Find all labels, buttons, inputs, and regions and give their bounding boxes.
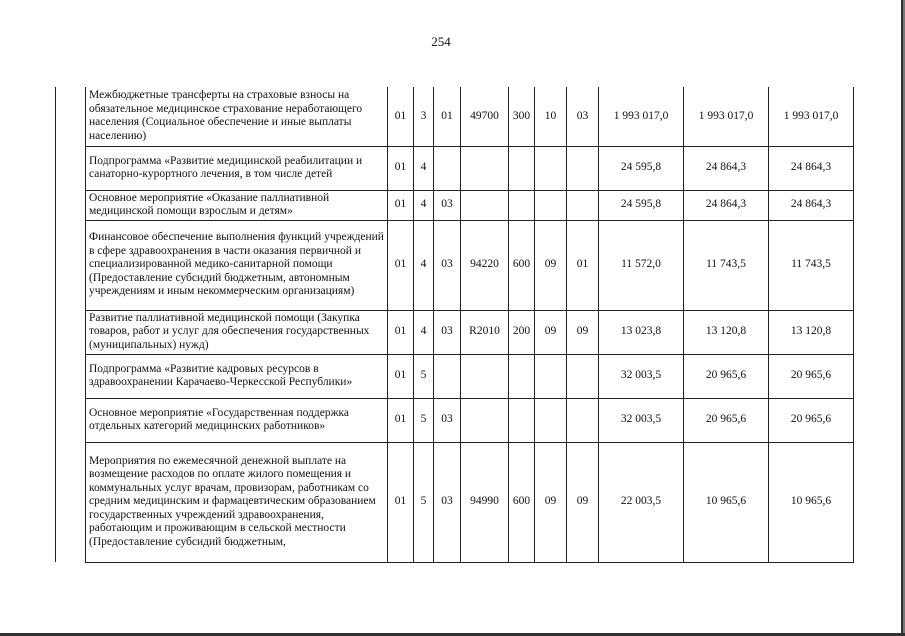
- table-row: [56, 220, 854, 310]
- code-cell: 01: [388, 310, 414, 354]
- table-row: [56, 354, 854, 398]
- amount-cell: 1 993 017,0: [769, 87, 854, 146]
- amount-cell: 20 965,6: [769, 398, 854, 442]
- row-name: Основное мероприятие «Оказание паллиативной медицинской помощи взрослым и детям»: [86, 190, 388, 220]
- code-cell: 03: [434, 220, 461, 310]
- amount-cell: 24 864,3: [684, 146, 769, 190]
- code-cell: [567, 398, 599, 442]
- table-row: [56, 190, 854, 220]
- amount-cell: 10 965,6: [684, 442, 769, 562]
- code-cell: 01: [434, 87, 461, 146]
- code-cell: 09: [567, 310, 599, 354]
- row-name: Подпрограмма «Развитие медицинской реабилитации и санаторно-курортного лечения, в том числе детей: [86, 146, 388, 190]
- row-name: Мероприятия по ежемесячной денежной выплате на возмещение расходов по оплате жилого помещения и коммунальных услуг врачам, провизорам, работникам со средним медицинским и фармацевтическим образованием государственных учреждений здравоохранения, работающим и проживающим в сельской местности (Предоставление субсидий бюджетным,: [86, 442, 388, 562]
- amount-cell: 20 965,6: [684, 354, 769, 398]
- index-cell: [56, 398, 86, 442]
- code-cell: 4: [414, 146, 434, 190]
- code-cell: [509, 146, 535, 190]
- table-row: [56, 398, 854, 442]
- code-cell: 5: [414, 398, 434, 442]
- code-cell: [535, 146, 567, 190]
- row-name: Финансовое обеспечение выполнения функций учреждений в сфере здравоохранения в части оказания первичной и специализированной медико-санитарной помощи (Предоставление субсидий бюджетным, автономным учреждениям и иным некоммерческим организациям): [86, 220, 388, 310]
- amount-cell: 1 993 017,0: [599, 87, 684, 146]
- code-cell: [461, 146, 509, 190]
- code-cell: 4: [414, 220, 434, 310]
- index-cell: [56, 146, 86, 190]
- code-cell: 09: [535, 442, 567, 562]
- code-cell: [567, 190, 599, 220]
- code-cell: 94220: [461, 220, 509, 310]
- code-cell: 01: [567, 220, 599, 310]
- index-cell: [56, 442, 86, 562]
- row-name: Развитие паллиативной медицинской помощи (Закупка товаров, работ и услуг для обеспечения государственных (муниципальных) нужд): [86, 310, 388, 354]
- code-cell: 01: [388, 220, 414, 310]
- code-cell: 300: [509, 87, 535, 146]
- page-number: 254: [431, 34, 451, 49]
- code-cell: [461, 190, 509, 220]
- code-cell: [434, 146, 461, 190]
- code-cell: 4: [414, 190, 434, 220]
- amount-cell: 20 965,6: [684, 398, 769, 442]
- amount-cell: 22 003,5: [599, 442, 684, 562]
- code-cell: 3: [414, 87, 434, 146]
- code-cell: [461, 354, 509, 398]
- index-cell: [56, 220, 86, 310]
- code-cell: R2010: [461, 310, 509, 354]
- budget-table-wrap: [55, 87, 854, 563]
- code-cell: 01: [388, 398, 414, 442]
- code-cell: [434, 354, 461, 398]
- amount-cell: 1 993 017,0: [684, 87, 769, 146]
- code-cell: 09: [535, 220, 567, 310]
- code-cell: 94990: [461, 442, 509, 562]
- code-cell: [567, 146, 599, 190]
- code-cell: 200: [509, 310, 535, 354]
- code-cell: 10: [535, 87, 567, 146]
- code-cell: 09: [567, 442, 599, 562]
- table-row: [56, 442, 854, 562]
- amount-cell: 11 743,5: [684, 220, 769, 310]
- code-cell: [535, 190, 567, 220]
- index-cell: [56, 190, 86, 220]
- amount-cell: 13 120,8: [769, 310, 854, 354]
- amount-cell: 10 965,6: [769, 442, 854, 562]
- amount-cell: 20 965,6: [769, 354, 854, 398]
- code-cell: 03: [434, 310, 461, 354]
- amount-cell: 32 003,5: [599, 354, 684, 398]
- budget-table: [55, 87, 854, 563]
- row-name: Межбюджетные трансферты на страховые взносы на обязательное медицинское страхование неработающего населения (Социальное обеспечение и иные выплаты населению): [86, 87, 388, 146]
- code-cell: 03: [567, 87, 599, 146]
- table-row: [56, 146, 854, 190]
- code-cell: 01: [388, 354, 414, 398]
- table-row: [56, 87, 854, 146]
- amount-cell: 24 864,3: [684, 190, 769, 220]
- code-cell: 03: [434, 442, 461, 562]
- amount-cell: 24 864,3: [769, 190, 854, 220]
- index-cell: [56, 310, 86, 354]
- code-cell: 5: [414, 442, 434, 562]
- code-cell: 01: [388, 190, 414, 220]
- amount-cell: 11 743,5: [769, 220, 854, 310]
- code-cell: 01: [388, 87, 414, 146]
- table-row: [56, 310, 854, 354]
- amount-cell: 13 120,8: [684, 310, 769, 354]
- code-cell: 49700: [461, 87, 509, 146]
- code-cell: 600: [509, 220, 535, 310]
- code-cell: 03: [434, 398, 461, 442]
- amount-cell: 11 572,0: [599, 220, 684, 310]
- amount-cell: 13 023,8: [599, 310, 684, 354]
- amount-cell: 24 864,3: [769, 146, 854, 190]
- code-cell: 4: [414, 310, 434, 354]
- index-cell: [56, 354, 86, 398]
- amount-cell: 24 595,8: [599, 146, 684, 190]
- code-cell: [509, 190, 535, 220]
- code-cell: [567, 354, 599, 398]
- row-name: Подпрограмма «Развитие кадровых ресурсов в здравоохранении Карачаево-Черкесской Республики»: [86, 354, 388, 398]
- index-cell: [56, 87, 86, 146]
- code-cell: 09: [535, 310, 567, 354]
- amount-cell: 32 003,5: [599, 398, 684, 442]
- row-name: Основное мероприятие «Государственная поддержка отдельных категорий медицинских работников»: [86, 398, 388, 442]
- code-cell: 01: [388, 146, 414, 190]
- code-cell: [509, 354, 535, 398]
- code-cell: [535, 398, 567, 442]
- code-cell: [461, 398, 509, 442]
- amount-cell: 24 595,8: [599, 190, 684, 220]
- code-cell: [535, 354, 567, 398]
- code-cell: [509, 398, 535, 442]
- code-cell: 600: [509, 442, 535, 562]
- code-cell: 01: [388, 442, 414, 562]
- code-cell: 5: [414, 354, 434, 398]
- code-cell: 03: [434, 190, 461, 220]
